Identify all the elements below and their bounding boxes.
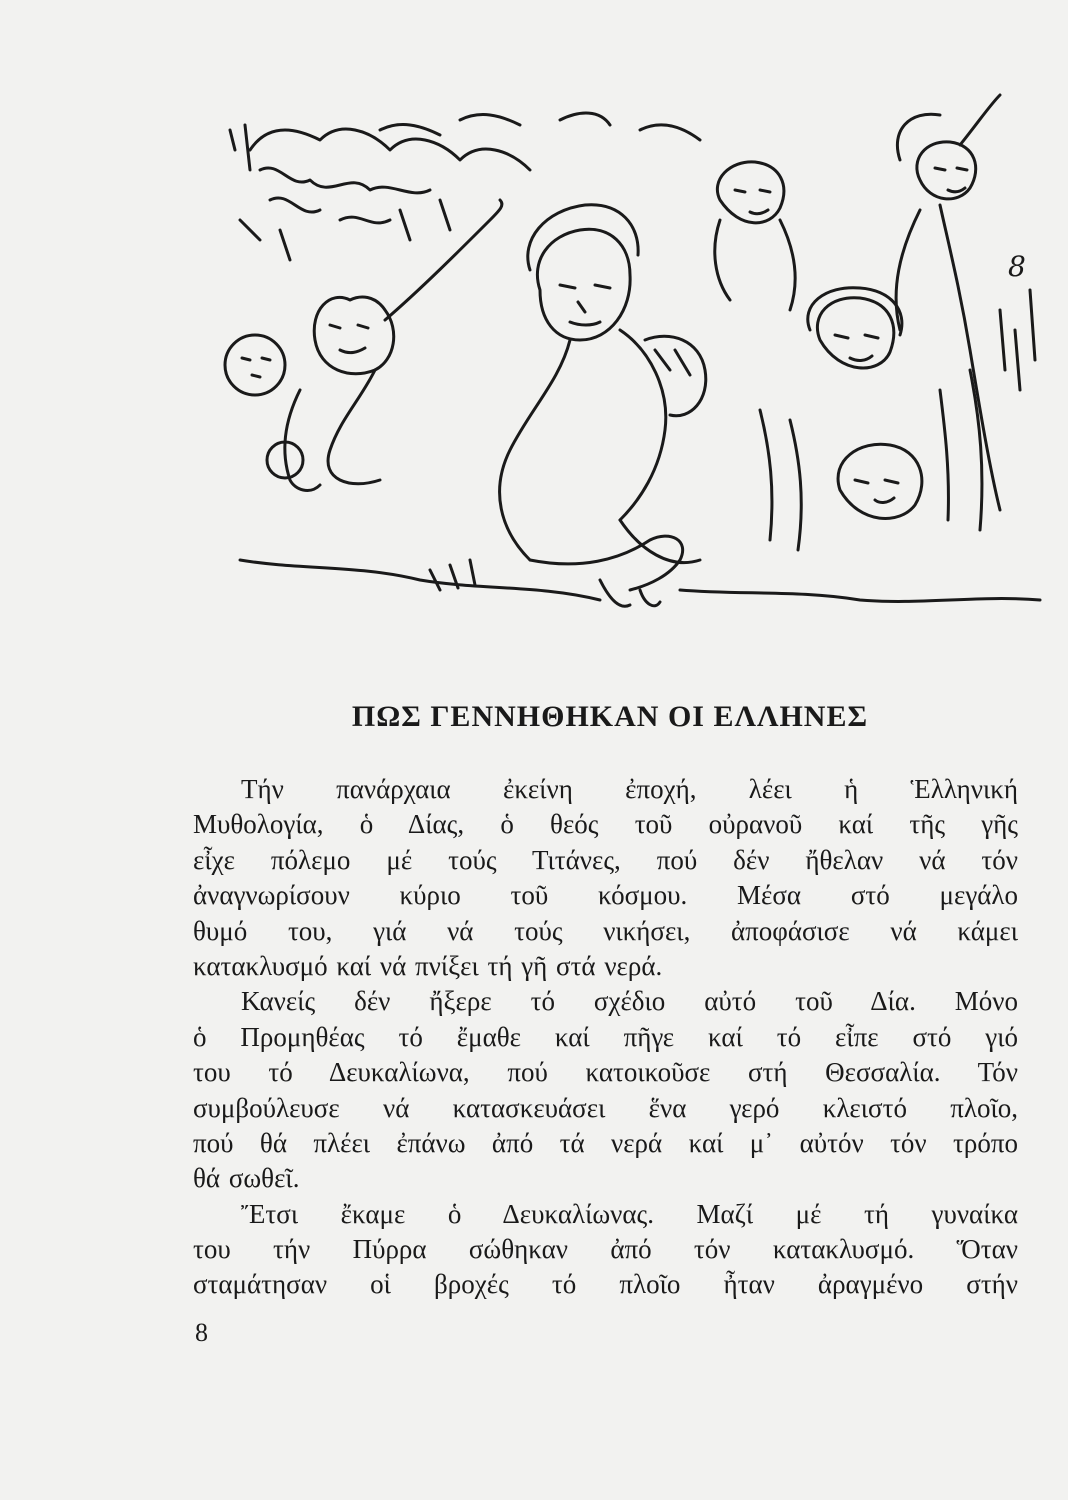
illustration-corner-mark: 8	[1008, 250, 1026, 283]
body-text	[193, 772, 1018, 1303]
text-line: θά σωθεῖ.	[193, 1163, 300, 1194]
text-line: Μυθολογία, ὁ Δίας, ὁ θεός τοῦ οὐρανοῦ καί τῆς γῆς	[193, 809, 1018, 840]
page-number: 8	[195, 1318, 208, 1347]
text-line: του τήν Πύρρα σώθηκαν ἀπό τόν κατακλυσμό. Ὅταν	[193, 1234, 1018, 1265]
text-line: Ἔτσι ἔκαμε ὁ Δευκαλίωνας. Μαζί μέ τή γυναίκα	[241, 1198, 1018, 1229]
text-line: Κανείς δέν ἤξερε τό σχέδιο αὐτό τοῦ Δία. Μόνο	[241, 986, 1018, 1017]
flood-illustration	[200, 90, 1050, 630]
text-line: συμβούλευσε νά κατασκευάσει ἕνα γερό κλειστό πλοῖο,	[193, 1092, 1018, 1123]
text-line: σταμάτησαν οἱ βροχές τό πλοῖο ἦταν ἀραγμένο στήν	[193, 1269, 1018, 1300]
text-line: Τήν πανάρχαια ἐκείνη ἐποχή, λέει ἡ Ἑλληνική	[241, 774, 1018, 804]
text-line: ἀναγνωρίσουν κύριο τοῦ κόσμου. Μέσα στό μεγάλο	[193, 880, 1018, 911]
chapter-title: ΠΩΣ ΓΕΝΝΗΘΗΚΑΝ ΟΙ ΕΛΛΗΝΕΣ	[351, 700, 869, 733]
text-line: πού θά πλέει ἐπάνω ἀπό τά νερά καί μ᾽ αὐτόν τόν τρόπο	[193, 1127, 1018, 1158]
figures-in-flood-illustration-icon	[200, 90, 1050, 630]
text-line: θυμό του, γιά νά τούς νικήσει, ἀποφάσισε νά κάμει	[193, 915, 1018, 946]
text-line: του τό Δευκαλίωνα, πού κατοικοῦσε στή Θεσσαλία. Τόν	[193, 1057, 1018, 1088]
text-line: εἶχε πόλεμο μέ τούς Τιτάνες, πού δέν ἤθελαν νά τόν	[193, 844, 1018, 875]
text-line: κατακλυσμό καί νά πνίξει τή γῆ στά νερά.	[193, 950, 663, 981]
text-line: ὁ Προμηθέας τό ἔμαθε καί πῆγε καί τό εἶπε στό γιό	[193, 1021, 1018, 1052]
